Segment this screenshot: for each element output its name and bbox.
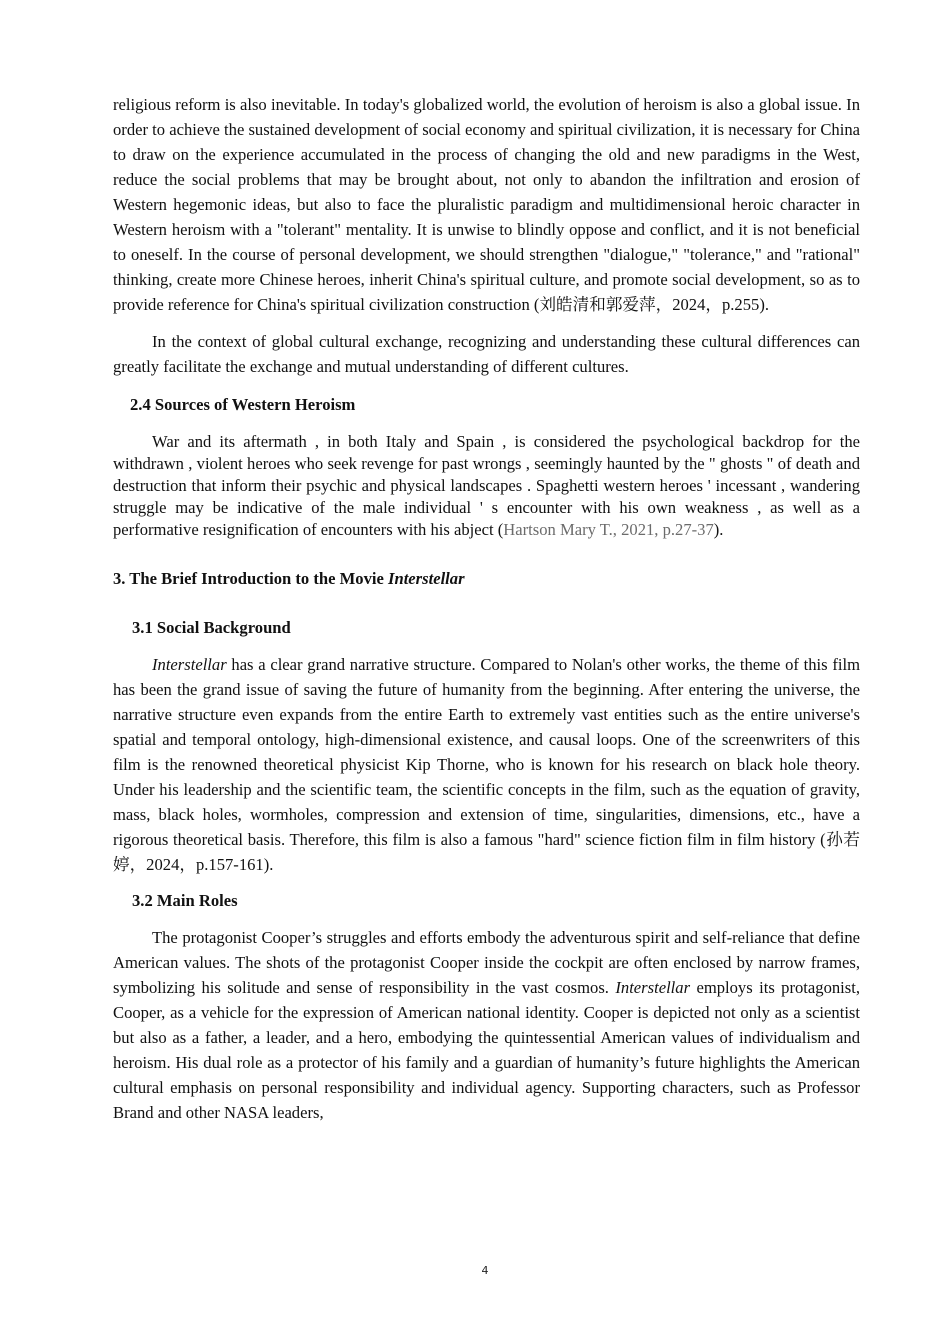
page-number: 4 xyxy=(481,1264,489,1277)
paragraph-text: has a clear grand narrative structure. Compared to Nolan's other works, the theme of this film has been the grand issue of saving the future of humanity from the beginning. After entering the universe, the narrative structure even expands from the entire Earth to extremely vast entities such as the entire universe's spatial and temporal ontology, high-dimensional existence, and causal loops. One of the screenwriters of this film is the renowned theoretical physicist Kip Thorne, who is known for his research on black hole theory. Under his leadership and the scientific team, the scientific concepts in the film, such as the equation of gravity, mass, black holes, wormholes, compression and extension of time, singularities, dimensions, etc., have a rigorous theoretical basis. Therefore, this film is also a famous "hard" science fiction film in film history (孙若婷，2024，p.157-161). xyxy=(113,655,860,874)
paragraph-text-b: employs its protagonist, Cooper, as a vehicle for the expression of American national identity. Cooper is depicted not only as a scientist but also as a father, a leader, and a hero, embodying the quintessential American values of individualism and heroism. His dual role as a protector of his family and a guardian of humanity’s future highlights the American cultural emphasis on personal responsibility and individual agency. Supporting characters, such as Professor Brand and other NASA leaders, xyxy=(113,978,860,1122)
citation-hartson: Hartson Mary T., 2021, p.27-37 xyxy=(503,520,714,539)
section-heading-3-1: 3.1 Social Background xyxy=(132,618,291,637)
paragraph-end: ). xyxy=(713,520,724,539)
section-heading-3 xyxy=(113,568,860,590)
film-title-italic: Interstellar xyxy=(615,978,691,997)
paragraph-main-roles xyxy=(113,925,860,1125)
heading-italic-title: Interstellar xyxy=(388,569,465,588)
paragraph-western-heroism-sources xyxy=(113,431,860,541)
heading-text: 3. The Brief Introduction to the Movie xyxy=(113,569,389,588)
section-heading-3-2: 3.2 Main Roles xyxy=(132,891,238,910)
film-title-italic: Interstellar xyxy=(152,655,227,674)
paragraph-text-a: The protagonist Cooper’s struggles and efforts embody the adventurous spirit and self-reliance that define American values. The shots of the protagonist Cooper inside the cockpit are often enclosed by narrow frames, symbolizing his solitude and sense of responsibility in the vast cosmos. xyxy=(113,928,860,997)
section-heading-2-4: 2.4 Sources of Western Heroism xyxy=(130,395,356,414)
paragraph-text: War and its aftermath , in both Italy and Spain , is considered the psychological backdrop for the withdrawn , violent heroes who seek revenge for past wrongs , seemingly haunted by the " ghosts " of death and destruction that inform their psychic and physical landscapes . Spaghetti western heroes ' incessant , wandering struggle may be indicative of the male individual ' s encounter with his own weakness , as well as a performative resignification of encounters with his abject ( xyxy=(113,432,860,539)
page-body xyxy=(113,92,860,1125)
paragraph-religious-reform: religious reform is also inevitable. In today's globalized world, the evolution of heroism is also a global issue. In order to achieve the sustained development of social economy and spiritual civilization, it is necessary for China to draw on the experience accumulated in the process of changing the old and new paradigms in the West, reduce the social problems that may be brought about, not only to abandon the infiltration and erosion of Western hegemonic ideas, but also to face the pluralistic paradigm and multidimensional heroic character in Western heroism with a "tolerant" mentality. It is unwise to blindly oppose and conflict, and it is not beneficial to oneself. In the course of personal development, we should strengthen "dialogue," "tolerance," and "rational" thinking, create more Chinese heroes, inherit China's spiritual culture, and promote social development, so as to provide reference for China's spiritual civilization construction (刘皓清和郭爱萍，2024，p.255). xyxy=(113,95,860,314)
paragraph-social-background xyxy=(113,652,860,877)
paragraph-cultural-exchange: In the context of global cultural exchange, recognizing and understanding these cultural differences can greatly facilitate the exchange and mutual understanding of different cultures. xyxy=(113,332,860,376)
